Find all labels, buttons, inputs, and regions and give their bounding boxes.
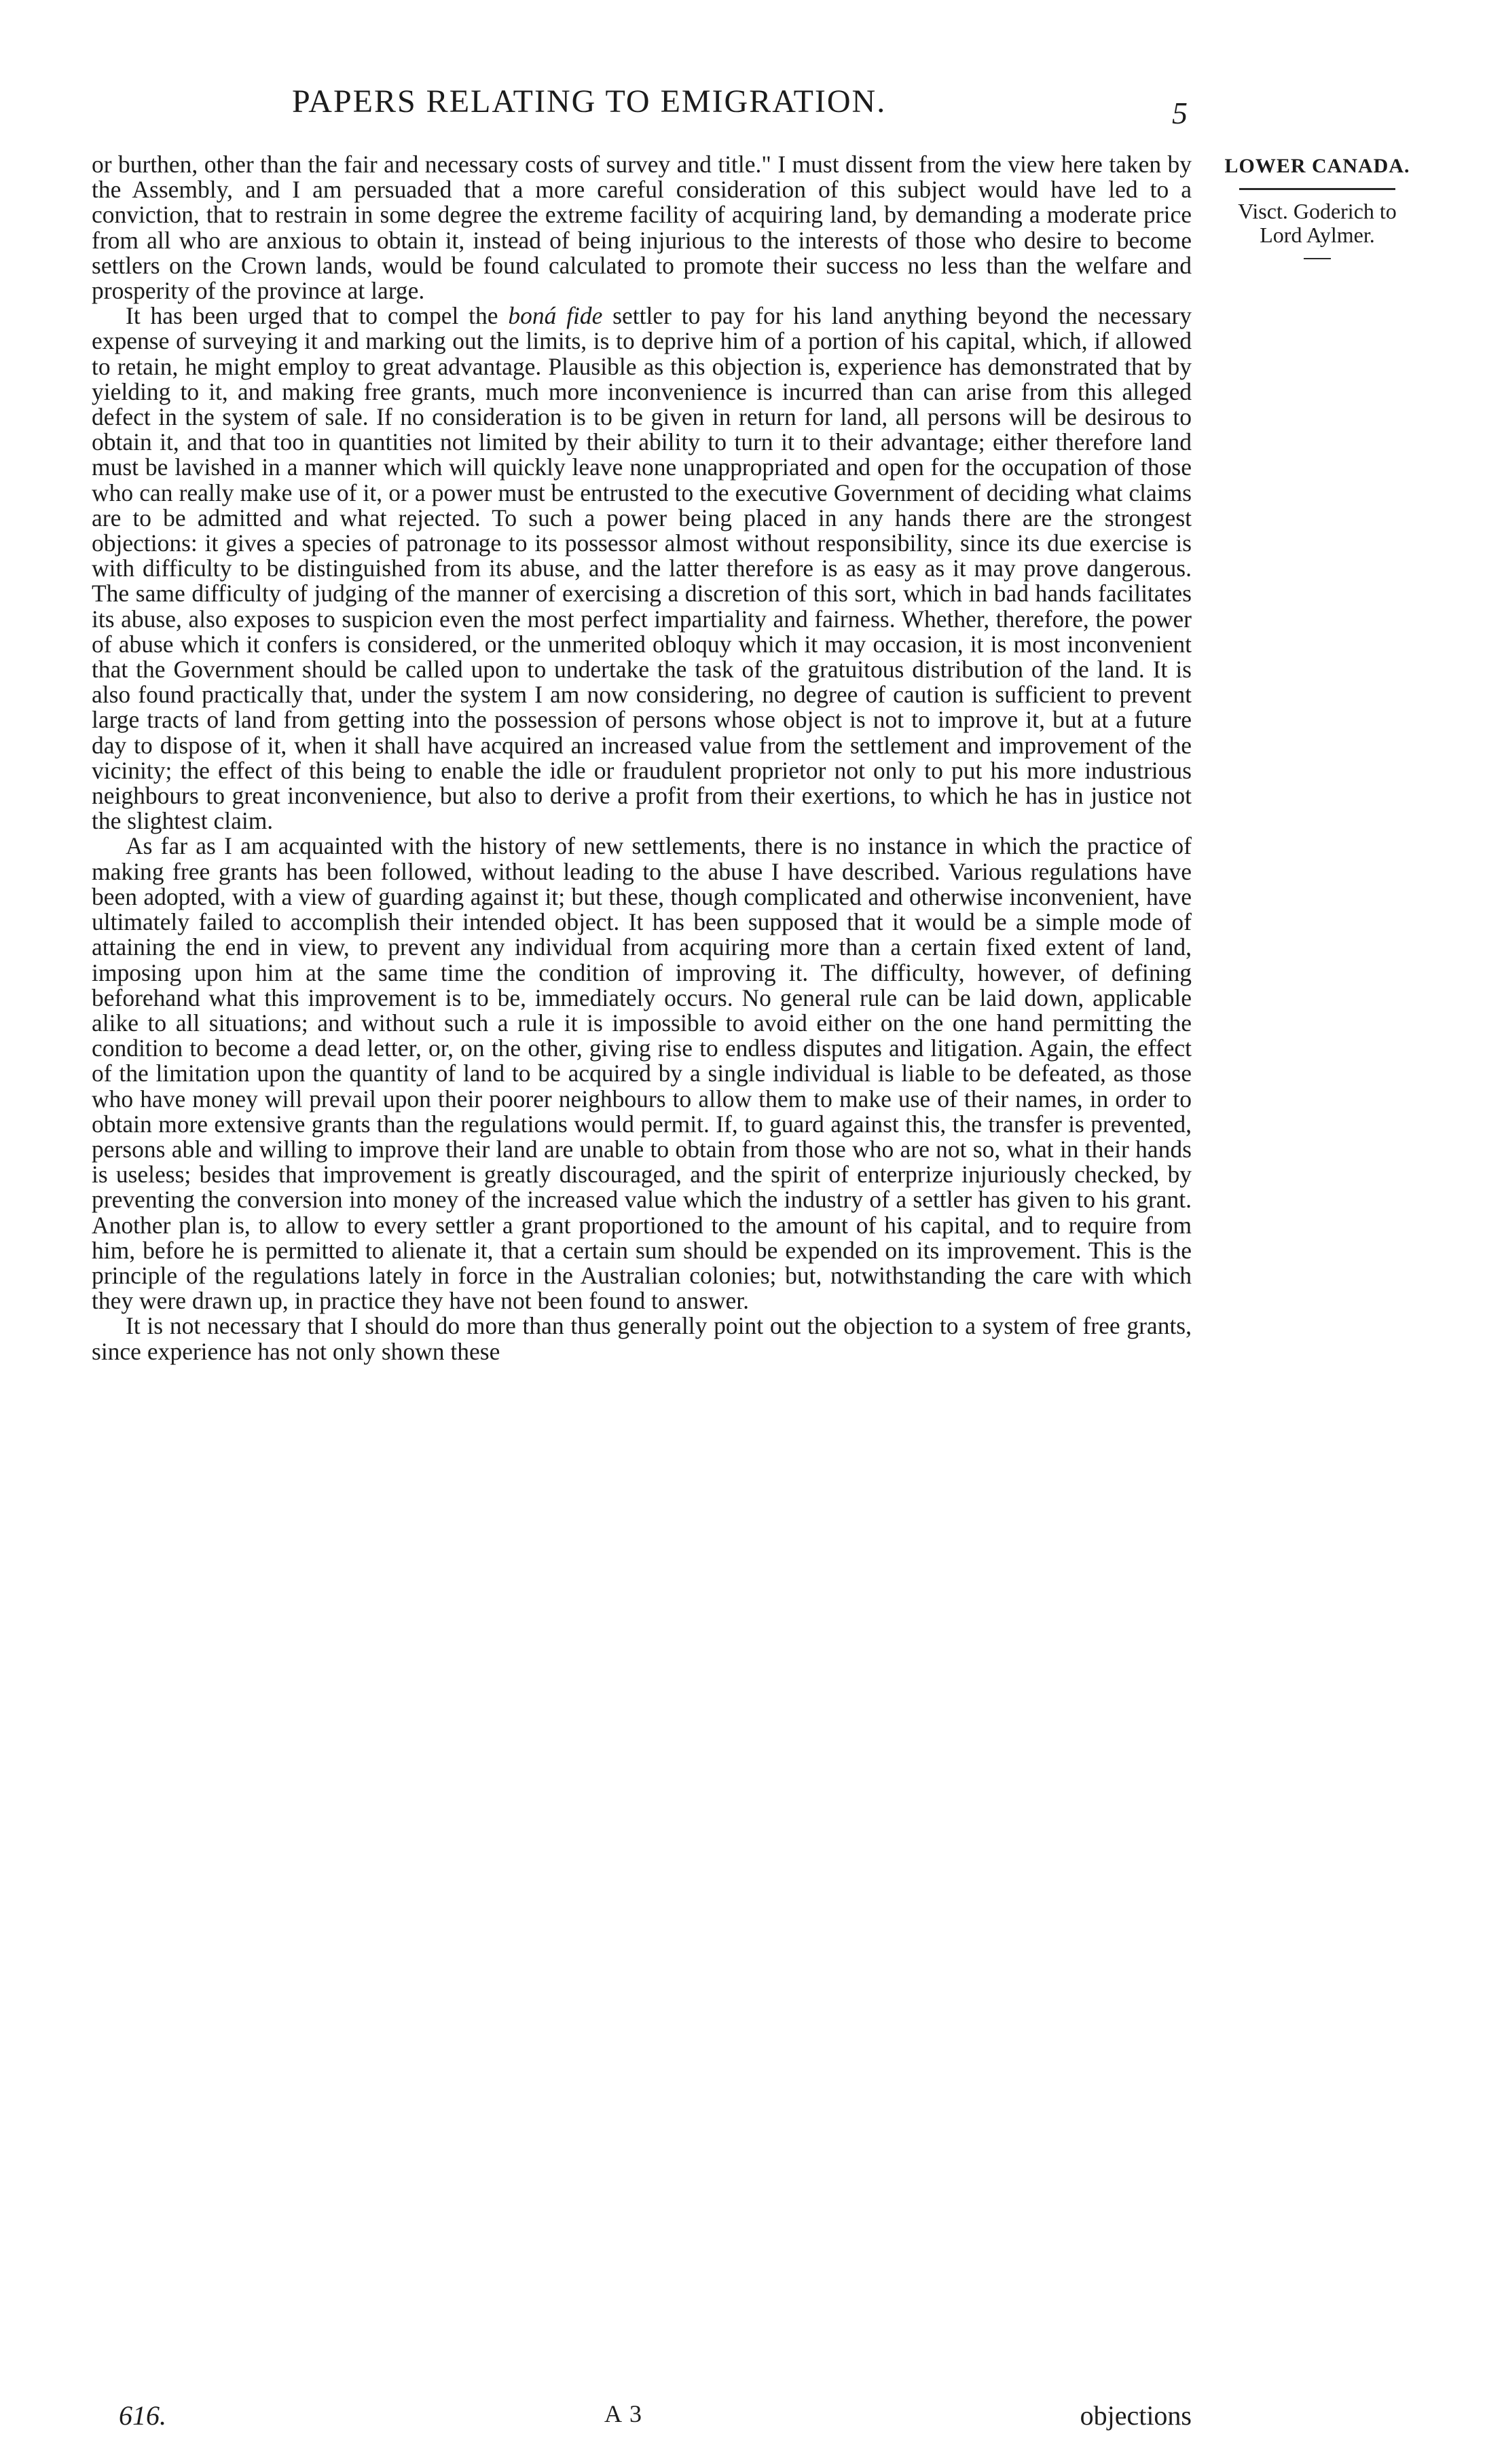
- paragraph-3: As far as I am acquainted with the history of new settlements, there is no instance in which the practice of making free grants has been followed, without leading to the abuse I have described. Various regulations have been adopted, with a view of guarding against it; but these, though complicated and otherwise inconvenient, have ultimately failed to accomplish their intended object. It has been supposed that it would be a simple mode of attaining the end in view, to prevent any individual from acquiring more than a certain fixed extent of land, imposing upon him at the same time the condition of improving it. The difficulty, however, of defining beforehand what this improvement is to be, immediately occurs. No general rule can be laid down, applicable alike to all situations; and without such a rule it is impossible to avoid either on the one hand permitting the condition to become a dead letter, or, on the other, giving rise to endless disputes and litigation. Again, the effect of the limitation upon the quantity of land to be acquired by a single individual is liable to be defeated, as those who have money will prevail upon their poorer neighbours to allow them to make use of their names, in order to obtain more extensive grants than the regulations would permit. If, to guard against this, the transfer is prevented, persons able and willing to improve their land are unable to obtain from those who are not so, what in their hands is useless; besides that improvement is greatly discouraged, and the spirit of enterprize injuriously checked, by preventing the conversion into money of the increased value which the industry of a settler has given to his grant. Another plan is, to allow to every settler a grant proportioned to the amount of his capital, and to require from him, before he is permitted to alienate it, that a certain sum should be expended on its improvement. This is the principle of the regulations lately in force in the Australian colonies; but, notwithstanding the care with which they were drawn up, in practice they have not been found to answer.: [92, 832, 1192, 1315]
- page-number: 5: [1172, 96, 1188, 130]
- margin-letter-from: Visct. Goderich to: [1238, 198, 1397, 223]
- body-text: [92, 152, 1192, 1364]
- margin-letter-to: Lord Aylmer.: [1260, 222, 1375, 247]
- page-footer: [92, 2400, 1192, 2440]
- paragraph-2-italic: boná fide: [508, 302, 603, 330]
- document-number: 616.: [119, 2400, 166, 2431]
- margin-rule: [1239, 188, 1395, 190]
- running-head-title: PAPERS RELATING TO EMIGRATION.: [292, 83, 887, 119]
- margin-short-rule: [1304, 258, 1331, 259]
- paragraph-4: It is not necessary that I should do more than thus generally point out the objection to a system of free grants, since experience has not only shown these: [92, 1312, 1192, 1365]
- printer-signature: A 3: [604, 2400, 644, 2427]
- paragraph-2-start: It has been urged that to compel the: [126, 302, 509, 330]
- margin-note: [1205, 155, 1429, 259]
- catchword: objections: [1080, 2400, 1192, 2431]
- paragraph-2-rest: settler to pay for his land anything beyond the necessary expense of surveying it and marking out the limits, is to deprive him of a portion of his capital, which, if allowed to retain, he might employ to great advantage. Plausible as this objection is, experience has demonstrated that by yielding to it, and making free grants, much more inconvenience is incurred than can arise from this alleged defect in the system of sale. If no consideration is to be given in return for land, all persons will be desirous to obtain it, and that too in quantities not limited by their ability to turn it to their advantage; either therefore land must be lavished in a manner which will quickly leave none unappropriated and open for the occupation of those who can really make use of it, or a power must be entrusted to the executive Government of deciding what claims are to be admitted and what rejected. To such a power being placed in any hands there are the strongest objections: it gives a species of patronage to its possessor almost without responsibility, since its due exercise is with difficulty to be distinguished from its abuse, and the latter therefore is as easy as it may prove dangerous. The same difficulty of judging of the manner of exercising a discretion of this sort, which in bad hands facilitates its abuse, also exposes to suspicion even the most perfect impartiality and fairness. Whether, therefore, the power of abuse which it confers is considered, or the unmerited obloquy which it may occasion, it is most inconvenient that the Government should be called upon to undertake the task of the gratuitous distribution of the land. It is also found practically that, under the system I am now considering, no degree of caution is sufficient to prevent large tracts of land from getting into the possession of persons whose object is not to improve it, but at a future day to dispose of it, when it shall have acquired an increased value from the settlement and improvement of the vicinity; the effect of this being to enable the idle or fraudulent proprietor not only to put his more industrious neighbours to great inconvenience, but also to derive a profit from their exertions, to which he has in justice not the slightest claim.: [92, 302, 1192, 835]
- paragraph-1: or burthen, other than the fair and necessary costs of survey and title." I must dissent from the view here taken by the Assembly, and I am persuaded that a more careful consideration of this subject would have led to a conviction, that to restrain in some degree the extreme facility of acquiring land, by demanding a moderate price from all who are anxious to obtain it, instead of being injurious to the interests of those who desire to become settlers on the Crown lands, would be found calculated to promote their success no less than the welfare and prosperity of the province at large.: [92, 151, 1192, 305]
- margin-place-heading: LOWER CANADA.: [1224, 155, 1410, 177]
- paragraph-2: [92, 303, 1192, 834]
